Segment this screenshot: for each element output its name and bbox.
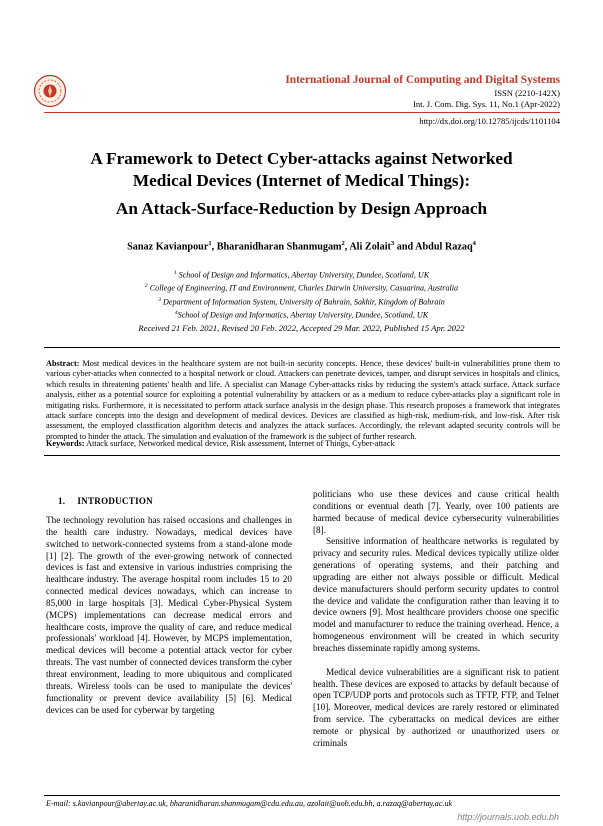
abstract (46, 359, 560, 442)
abstract-label: Abstract: (46, 359, 80, 368)
title-line-2: Medical Devices (Internet of Medical Things): (132, 171, 471, 190)
affiliation (30, 308, 573, 321)
paper-title (30, 148, 573, 220)
author-list (30, 240, 573, 252)
affiliation (30, 295, 573, 308)
title-line-1: A Framework to Detect Cyber-attacks against Networked (90, 149, 513, 168)
author-affil-mark: 4 (472, 240, 476, 247)
journal-issn: ISSN (2210-142X) (494, 88, 560, 98)
abstract-top-divider (44, 347, 560, 348)
affil-mark: 1 (173, 270, 177, 276)
paper-subtitle: An Attack-Surface-Reduction by Design Approach (115, 199, 488, 218)
affiliations (30, 268, 573, 321)
left-column (46, 515, 292, 716)
author-separator: , (211, 241, 217, 253)
author-affil-mark: 3 (390, 240, 395, 247)
affiliation-text: School of Design and Informatics, Abertay University, Dundee, Scotland, UK (176, 270, 430, 280)
author-name: Abdul Razaq (415, 241, 473, 253)
keywords-text: Attack surface, Networked medical device, Risk assessment, Internet of Things, Cyber-attack (84, 439, 395, 448)
paragraph: Medical device vulnerabilities are a significant risk to patient health. These devices are exposed to attacks by default because of open TCP/UDP ports and protocols such as TFTP, FTP, and Telnet [10]. Moreover, medical devices are rarely restored or eliminated from service. The cyberattacks on medical devices are either remote or physical by authorized or unauthorized users or criminals (313, 666, 559, 748)
header-divider (44, 112, 560, 113)
publication-dates: Received 21 Feb. 2021, Revised 20 Feb. 2022, Accepted 29 Mar. 2022, Published 15 Apr. 2022 (138, 323, 465, 333)
keywords (46, 439, 560, 448)
affil-mark: 2 (144, 283, 148, 290)
author-name: Ali Zolait (349, 241, 391, 253)
abstract-bottom-divider (44, 455, 560, 456)
abstract-text: Most medical devices in the healthcare system are not built-in security concepts. Hence, these devices' built-in vulnerabilities prone them to various cyber-attacks when connected to a hospital network or cloud. Attackers can penetrate devices, tamper, and disrupt services in hospitals and clinics, which results in threatening patients' health and life. A specialist can Manage Cyber-attacks risks by reducing the system's attack surface. Attack surface analysis, either as a potential source for exploiting a potential vulnerability by attackers or as a medium to reduce cyber-attacks play a significant role in mitigating risks. Furthermore, it is necessitated to perform attack surface analysis in the design phase. This research proposes a framework that integrates attack surface concepts into the design and development of medical devices. Devices are classified as high-risk, medium-risk, and low-risk. After risk assessment, the employed classification algorithm detects and analyzes the attack surfaces. Accordingly, the relevant adapted security controls will be prompted to hinder the attack. The simulation and evaluation of the framework is the subject of further research. (46, 359, 560, 441)
journal-name: International Journal of Computing and Digital Systems (285, 74, 560, 86)
author-separator: and (394, 241, 416, 253)
affiliation-text: Department of Information System, University of Bahrain, Sakhir, Kingdom of Bahrain (161, 297, 445, 307)
author-name: Bharanidharan Shanmugam (216, 241, 342, 253)
affiliation-text: School of Design and Informatics, Abertay University, Dundee, Scotland, UK (177, 310, 429, 320)
paragraph: The technology revolution has raised occasions and challenges in the health care industry. Nowadays, medical devices have switched to network-connected systems from a stand-alone mode [1] [2]. The growth of the ever-growing network of connected devices is fast and extensive in various industries comprising the healthcare industry. The average hospital room includes 15 to 20 connected medical devices nowadays, which can increase to 85,000 in large hospitals [3]. Medical Cyber-Physical System (MCPS) implementations can decrease medical errors and healthcare costs, improve the quality of care, and reduce medical professionals' workload [4]. However, by MCPS implementation, medical devices will become a potential attack vector for cyber threats. The vast number of connected devices transform the cyber threat environment, leading to more ubiquitous and complicated threats. Wireless tools can be used to manipulate the devices' functionality or prevent device availability [5] [6]. Medical devices can be used for cyberwar by targeting (46, 515, 292, 715)
doi-link[interactable]: http://dx.doi.org/10.12785/ijcds/1101104 (419, 116, 560, 126)
affiliation (30, 281, 573, 294)
paragraph: politicians who use these devices and cause critical health conditions or eventual death [7]. Yearly, over 100 patients are harmed because of medical device cybersecurity vulnerabilities [8]. (313, 489, 559, 535)
author-emails: E-mail: s.kavianpour@abertay.ac.uk, bharanidharan.shanmugam@cdu.edu.au, azolait@uob.edu.bh, a.razaq@abertay.ac.uk (46, 799, 453, 808)
paragraph: Sensitive information of healthcare networks is regulated by privacy and security rules. Medical devices typically utilize older generations of operating systems, and their patching and upgrading are either not always possible or difficult. Medical device manufacturers should perform security updates to control the device and validate the configuration rather than leaving it to device owners [9]. Most healthcare providers choose one specific model and manufacturer to reduce the training overhead. Hence, a homogeneous environment will be created in which security breaches disseminate rapidly among systems. (313, 536, 559, 653)
author-separator: , (344, 241, 350, 253)
affiliation (30, 268, 573, 281)
right-column (313, 489, 559, 750)
section-title: INTRODUCTION (77, 496, 153, 506)
author-affil-mark: 2 (341, 240, 345, 247)
journal-logo (33, 74, 67, 108)
footer-divider (44, 795, 560, 796)
section-heading (58, 496, 153, 506)
affil-mark: 3 (158, 296, 162, 303)
keywords-label: Keywords: (46, 439, 85, 448)
section-number: 1. (58, 496, 66, 506)
journal-reference: Int. J. Com. Dig. Sys. 11, No.1 (Apr-2022) (412, 99, 560, 109)
affil-mark: 4 (174, 309, 178, 316)
journal-website-link[interactable]: http://journals.uob.edu.bh (457, 812, 559, 822)
author-affil-mark: 1 (208, 240, 212, 247)
author-name: Sanaz Kavianpour (127, 241, 209, 253)
affiliation-text: College of Engineering, IT and Environment, Charles Darwin University, Casuarina, Australia (147, 283, 459, 293)
